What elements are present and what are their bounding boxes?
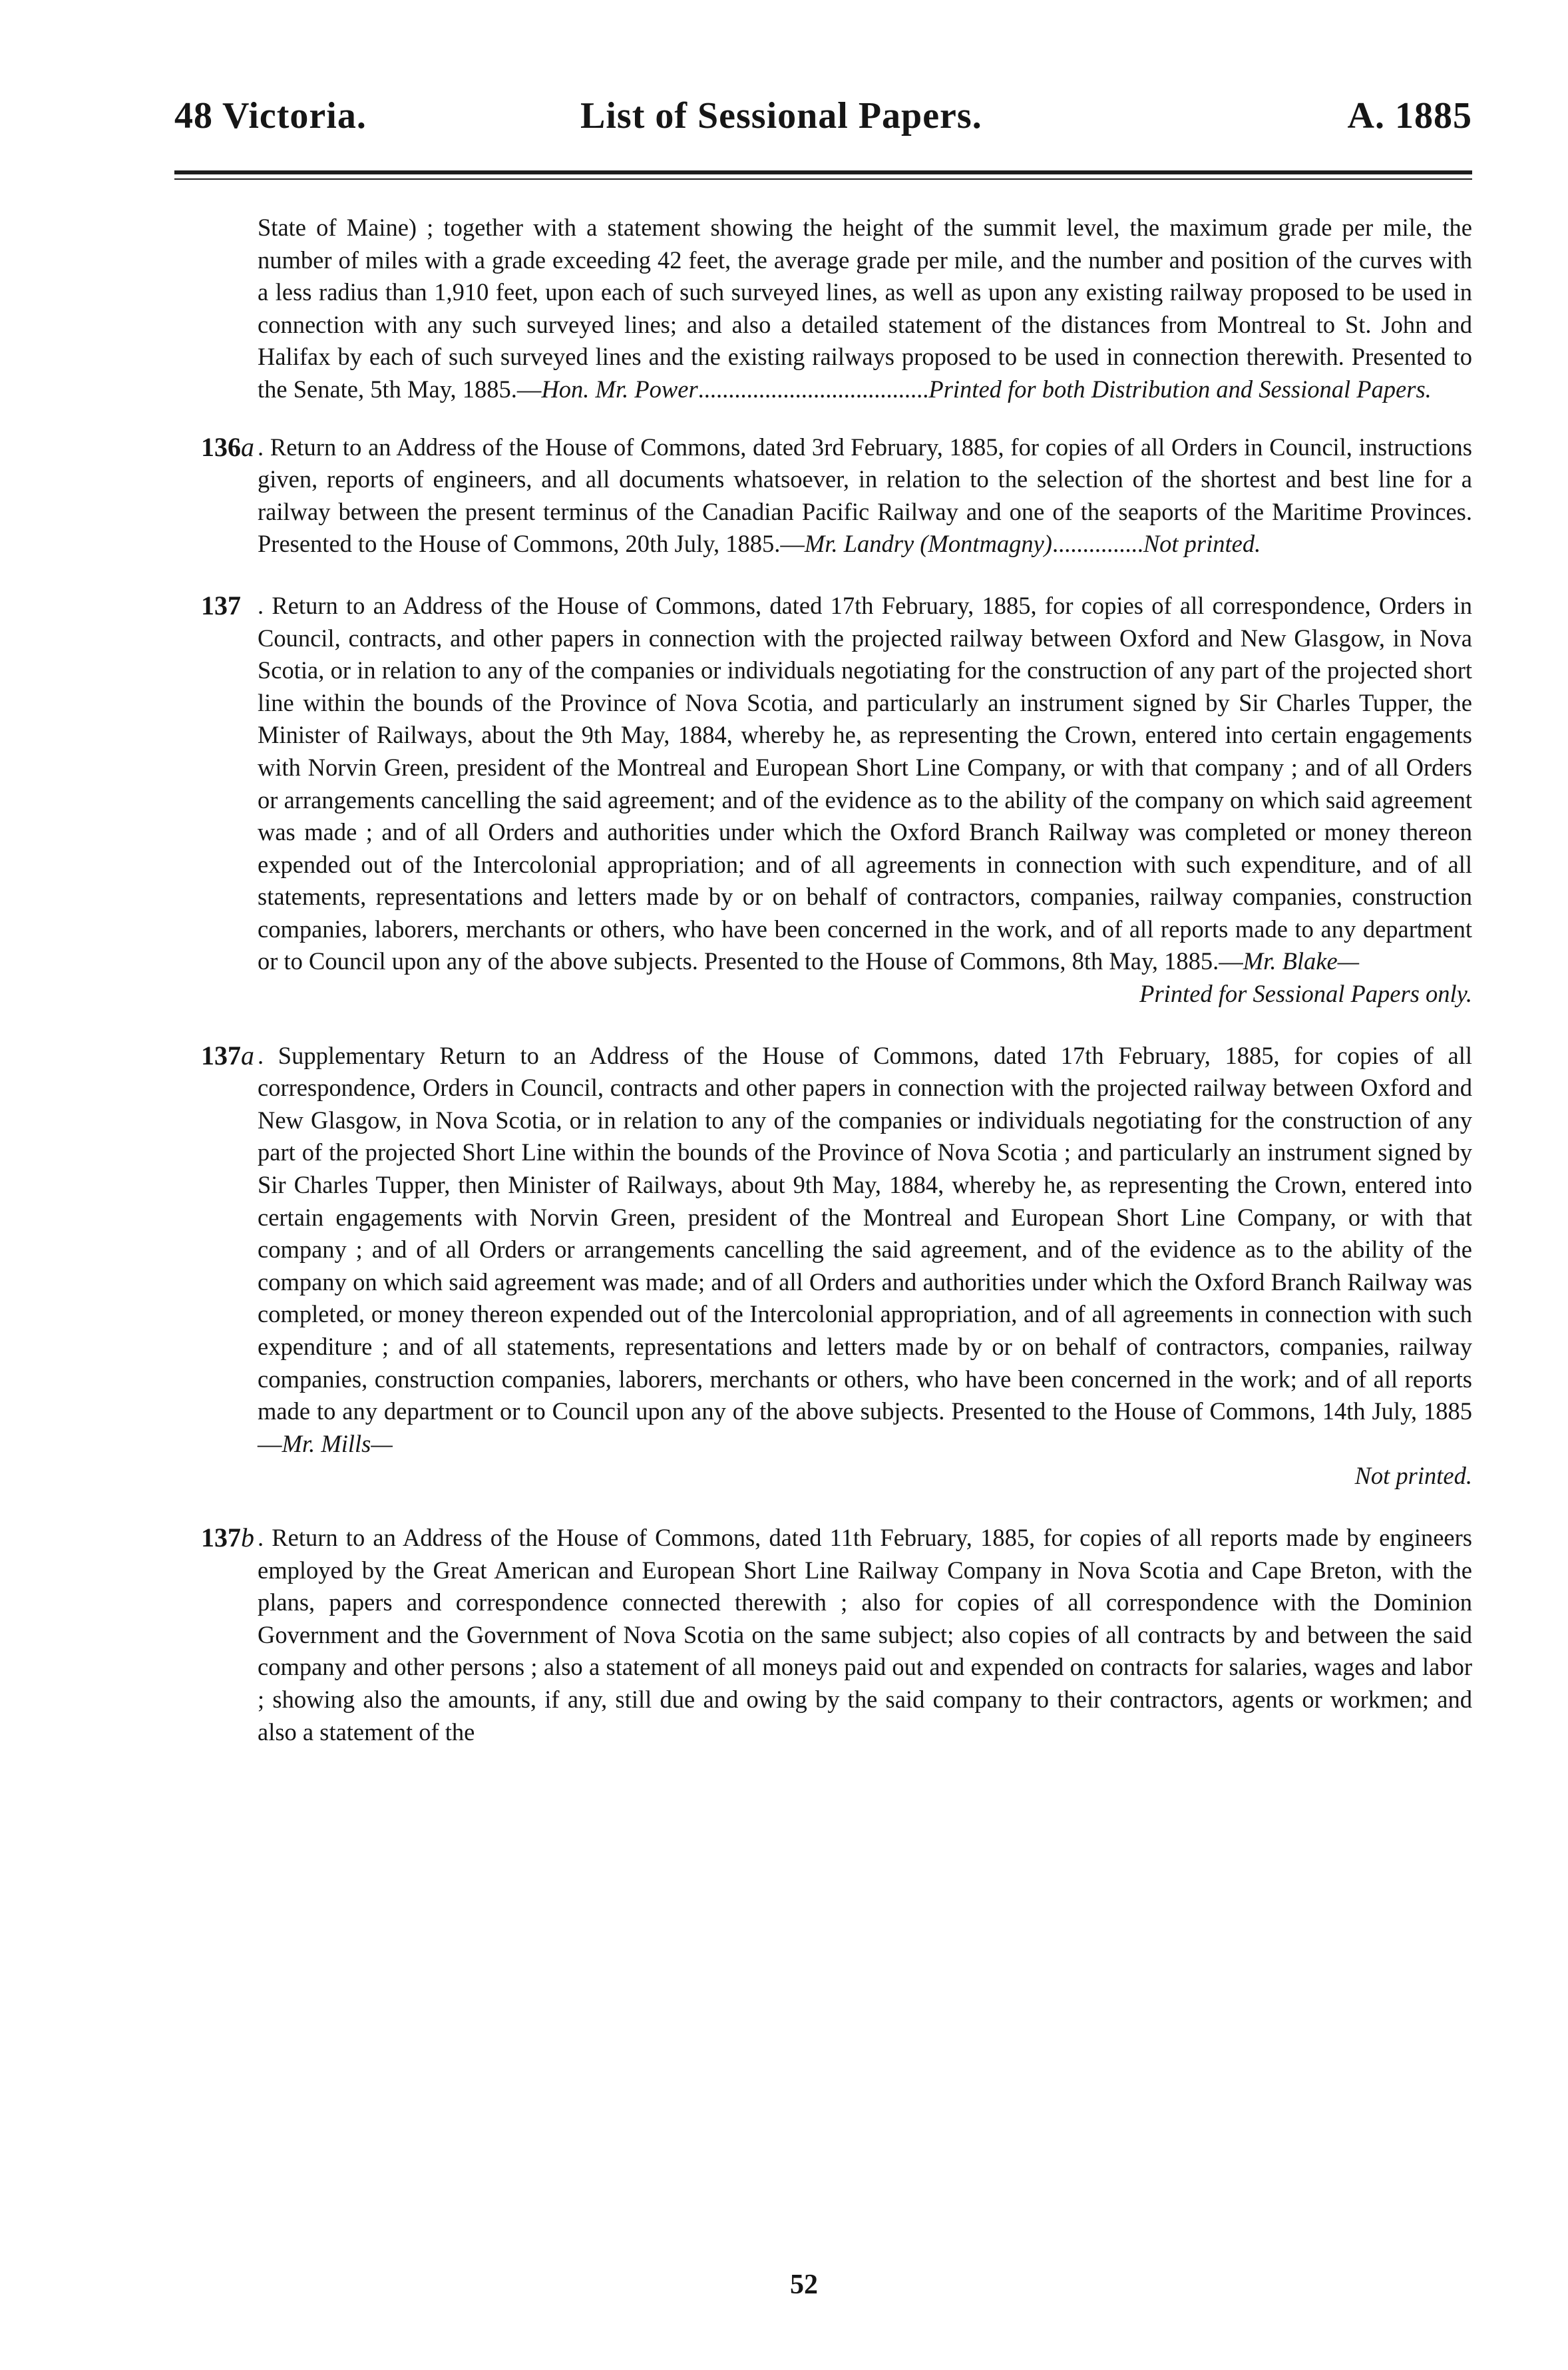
entry-number: 137a bbox=[201, 1040, 254, 1070]
entry-137b bbox=[174, 1522, 1472, 1748]
entry-mover: Hon. Mr. Power bbox=[541, 375, 698, 403]
entry-136a bbox=[174, 431, 1472, 561]
entry-mover: Mr. Blake— bbox=[1243, 947, 1360, 975]
entry-137 bbox=[174, 590, 1472, 1011]
entry-number: 137 bbox=[201, 590, 241, 620]
entry-text: . Supplementary Return to an Address of the House of Commons, dated 17th February, 1885, for copies of all correspondence, Orders in Council, contracts and other papers in connection with the projected railway between Oxford and New Glasgow, in Nova Scotia, or in relation to any of the companies or individuals negotiating for the construction of any part of the projected Short Line within the bounds of the Province of Nova Scotia ; and particularly an instrument signed by Sir Charles Tupper, then Minister of Railways, about 9th May, 1884, whereby he, as representing the Crown, entered into certain engagements with Norvin Green, president of the Montreal and European Short Line Company, or with that company ; and of all Orders or arrangements cancelling the said agreement, and of the evidence as to the ability of the company on which said agreement was made; and of all Orders and authorities under which the Oxford Branch Railway was completed, or money thereon expended out of the Intercolonial appropriation, and of all agreements in connection with such expenditure ; and of all statements, representations and letters made by or on behalf of contractors, companies, railway companies, construction companies, laborers, merchants or others, who have been concerned in the work; and of all reports made to any department or to Council upon any of the above subjects. Presented to the House of Commons, 14th July, 1885— bbox=[258, 1041, 1472, 1457]
header-title: List of Sessional Papers. bbox=[580, 95, 982, 136]
header-rule-thick bbox=[174, 170, 1472, 174]
sessional-papers-list bbox=[174, 212, 1472, 1748]
running-header bbox=[174, 95, 1472, 141]
entry-disposition: Not printed. bbox=[1143, 530, 1261, 558]
entry-text: . Return to an Address of the House of Commons, dated 3rd February, 1885, for copies of all Orders in Council, instructions given, reports of engineers, and all documents whatsoever, in relation to the selection of the shortest and best line for a railway between the present terminus of the Canadian Pacific Railway and one of the seaports of the Maritime Provinces. Presented to the House of Commons, 20th July, 1885.— bbox=[258, 433, 1472, 558]
leader-dots: ...................................... bbox=[697, 375, 929, 403]
entry-number: 137b bbox=[201, 1522, 254, 1552]
entry-number: 136a bbox=[201, 431, 254, 462]
entry-disposition: Not printed. bbox=[1354, 1462, 1472, 1490]
entry-disposition: Printed for both Distribution and Sessional Papers. bbox=[928, 375, 1432, 403]
entry-mover: Mr. Mills— bbox=[282, 1429, 393, 1457]
entry-mover: Mr. Landry (Montmagny) bbox=[804, 530, 1052, 558]
leader-dots: ............... bbox=[1052, 530, 1143, 558]
entry-continued bbox=[174, 212, 1472, 406]
header-rule-thin bbox=[174, 178, 1472, 180]
entry-text: . Return to an Address of the House of Commons, dated 17th February, 1885, for copies of all correspondence, Orders in Council, contracts, and other papers in connection with the projected railway between Oxford and New Glasgow, in Nova Scotia, or in relation to any of the companies or individuals negotiating for the construction of any part of the projected short line within the bounds of the Province of Nova Scotia, and particularly an instrument signed by Sir Charles Tupper, the Minister of Railways, about the 9th May, 1884, whereby he, as representing the Crown, entered into certain engagements with Norvin Green, president of the Montreal and European Short Line Company, or with that company ; and of all Orders or arrangements cancelling the said agreement; and of the evidence as to the ability of the company on which said agreement was made ; and of all Orders and authorities under which the Oxford Branch Railway was completed or money thereon expended out of the Intercolonial appropriation; and of all agreements in connection with such expenditure, and of all statements, representations and letters made by or on behalf of contractors, companies, railway companies, construction companies, laborers, merchants or others, who have been concerned in the work, and of all reports made to any department or to Council upon any of the above subjects. Presented to the House of Commons, 8th May, 1885.— bbox=[258, 591, 1472, 975]
header-session: 48 Victoria. bbox=[174, 95, 367, 136]
entry-text: . Return to an Address of the House of Commons, dated 11th February, 1885, for copies of all reports made by engineers employed by the Great American and European Short Line Railway Company in Nova Scotia and Cape Breton, with the plans, papers and correspondence connected therewith ; also for copies of all correspondence with the Dominion Government and the Government of Nova Scotia on the same subject; also copies of all contracts by and between the said company and other persons ; also a statement of all moneys paid out and expended on contracts for salaries, wages and labor ; showing also the amounts, if any, still due and owing by the said company to their contractors, agents or workmen; and also a statement of the bbox=[258, 1523, 1472, 1746]
page-number: 52 bbox=[790, 2269, 818, 2300]
entry-disposition: Printed for Sessional Papers only. bbox=[1139, 980, 1472, 1008]
entry-text: State of Maine) ; together with a statement showing the height of the summit level, the maximum grade per mile, the number of miles with a grade exceeding 42 feet, the average grade per mile, and the number and position of the curves with a less radius than 1,910 feet, upon each of such surveyed lines, as well as upon any existing railway proposed to be used in connection with any such surveyed lines; and also a detailed statement of the distances from Montreal to St. John and Halifax by each of such surveyed lines and the existing railways proposed to be used in connection therewith. Presented to the Senate, 5th May, 1885.— bbox=[258, 214, 1472, 403]
entry-137a bbox=[174, 1040, 1472, 1493]
header-year: A. 1885 bbox=[1347, 95, 1472, 136]
